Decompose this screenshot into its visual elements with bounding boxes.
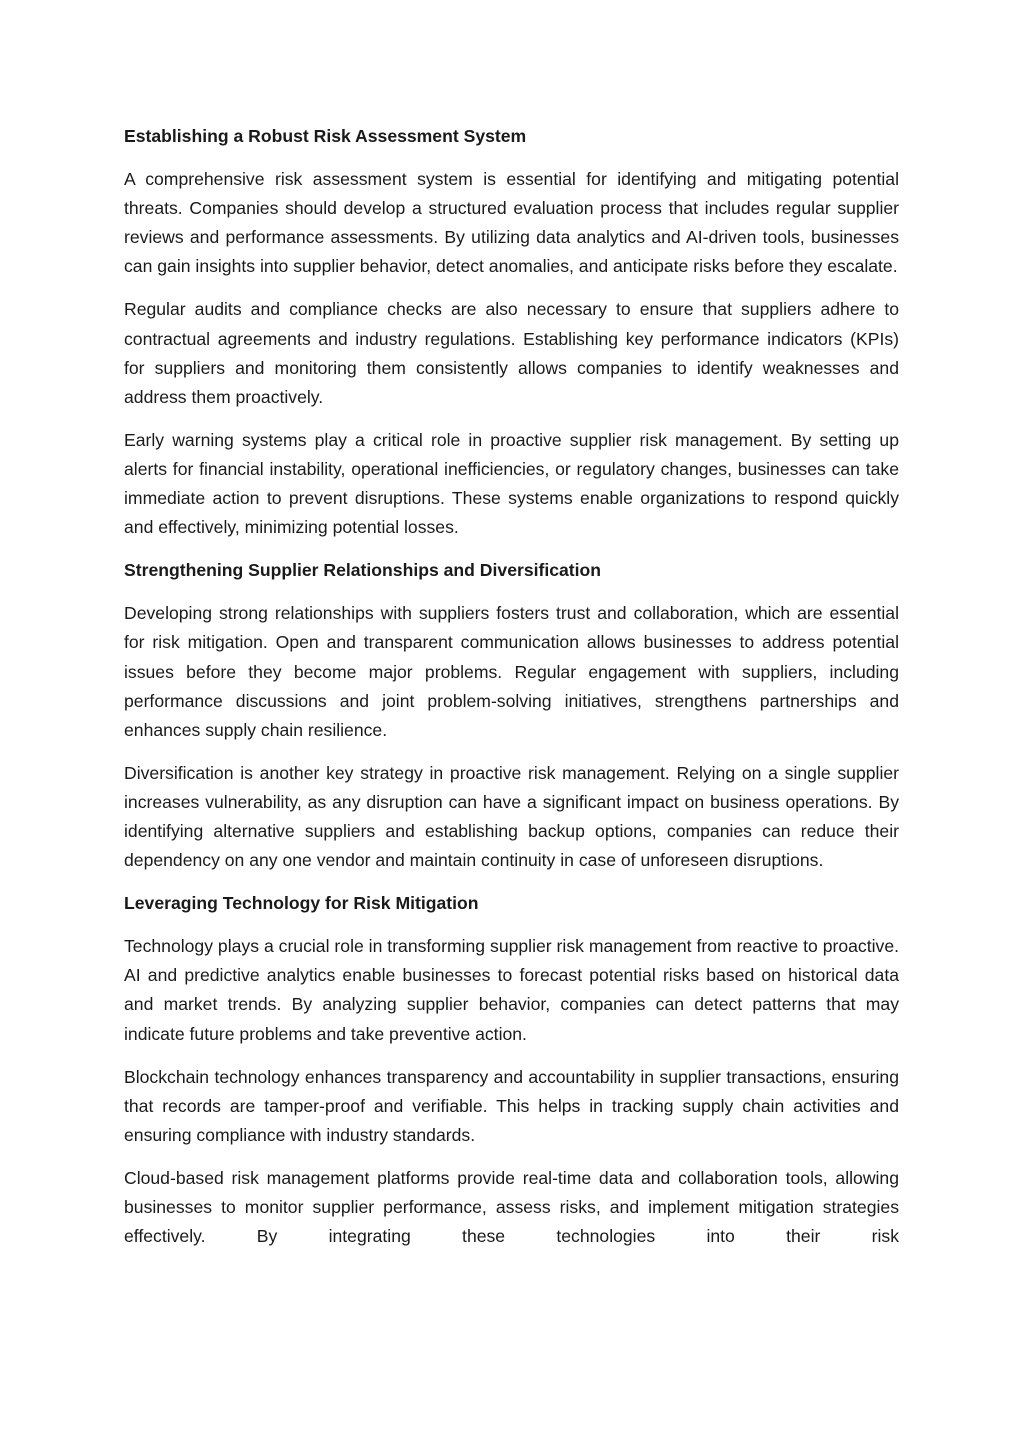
paragraph: Cloud-based risk management platforms provide real-time data and collaboration tools, allowing businesses to monitor supplier performance, assess risks, and implement mitigation strategies effectively. By integrating these technologies into their risk: [124, 1167, 899, 1247]
section-heading: Establishing a Robust Risk Assessment System: [124, 126, 527, 146]
paragraph: Developing strong relationships with suppliers fosters trust and collaboration, which are essential for risk mitigation. Open and transparent communication allows businesses to address potential issues before they become major problems. Regular engagement with suppliers, including performance discussions and joint problem-solving initiatives, strengthens partnerships and enhances supply chain resilience.: [124, 603, 899, 740]
paragraph: A comprehensive risk assessment system is essential for identifying and mitigating potential threats. Companies should develop a structured evaluation process that includes regular supplier reviews and performance assessments. By utilizing data analytics and AI-driven tools, businesses can gain insights into supplier behavior, detect anomalies, and anticipate risks before they escalate.: [124, 169, 899, 277]
paragraph: Early warning systems play a critical role in proactive supplier risk management. By setting up alerts for financial instability, operational inefficiencies, or regulatory changes, businesses can take immediate action to prevent disruptions. These systems enable organizations to respond quickly and effectively, minimizing potential losses.: [124, 429, 899, 538]
section-heading: Strengthening Supplier Relationships and Diversification: [124, 560, 602, 581]
paragraph: Technology plays a crucial role in transforming supplier risk management from reactive to proactive. AI and predictive analytics enable businesses to forecast potential risks based on historical data and market trends. By analyzing supplier behavior, companies can detect patterns that may indicate future problems and take preventive action.: [124, 936, 899, 1044]
paragraph: Blockchain technology enhances transparency and accountability in supplier transactions, ensuring that records are tamper-proof and verifiable. This helps in tracking supply chain activities and ensuring compliance with industry standards.: [124, 1066, 899, 1145]
section-supplier-relationships: [124, 556, 899, 875]
document-page: [124, 122, 899, 1265]
section-heading: Leveraging Technology for Risk Mitigation: [124, 893, 479, 914]
paragraph: Regular audits and compliance checks are also necessary to ensure that suppliers adhere to contractual agreements and industry regulations. Establishing key performance indicators (KPIs) for suppliers and monitoring them consistently allows companies to identify weaknesses and address them proactively.: [124, 299, 899, 407]
section-technology: [124, 889, 899, 1251]
paragraph: Diversification is another key strategy in proactive risk management. Relying on a single supplier increases vulnerability, as any disruption can have a significant impact on business operations. By identifying alternative suppliers and establishing backup options, companies can reduce their dependency on any one vendor and maintain continuity in case of unforeseen disruptions.: [124, 762, 899, 871]
section-risk-assessment: [124, 122, 899, 542]
